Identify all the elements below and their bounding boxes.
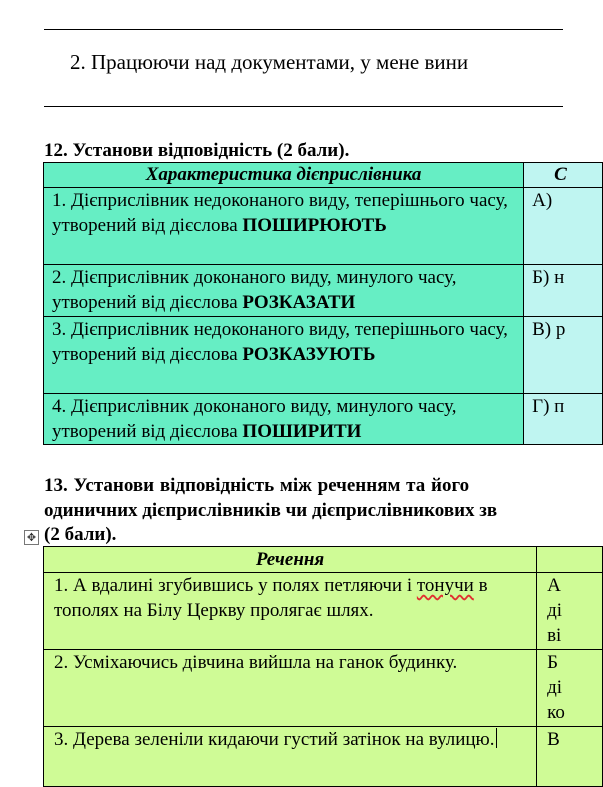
q12-row-1-text: 1. Дієприслівник недоконаного виду, теперішнього часу, утворений від дієслова ПОШИРЮЮТЬ — [44, 188, 524, 265]
q13-row-3-text[interactable]: 3. Дерева зеленіли кидаючи густий затінок на вулицю. — [44, 727, 537, 787]
q12-row-3-text: 3. Дієприслівник недоконаного виду, теперішнього часу, утворений від дієслова РОЗКАЗУЮТЬ — [44, 317, 524, 394]
q13-heading-line3: (2 бали). — [44, 524, 117, 545]
q12-row-3-option: В) р — [524, 317, 603, 394]
text-cursor — [496, 728, 497, 748]
q13-col2-header — [537, 547, 603, 573]
table-move-handle-icon[interactable]: ✥ — [24, 530, 39, 545]
list-item-2: 2. Працюючи над документами, у мене вини — [70, 50, 469, 74]
q12-row-2-text: 2. Дієприслівник доконаного виду, минулого часу, утворений від дієслова РОЗКАЗАТИ — [44, 265, 524, 317]
q13-heading-line1: 13. Установи відповідність між реченням та його — [44, 475, 470, 496]
q12-col1-header: Характеристика дієприслівника — [44, 163, 524, 188]
table-row — [44, 317, 603, 394]
table-row — [44, 727, 603, 787]
q13-row-1-option: А ді ві — [537, 573, 603, 650]
table-row — [44, 573, 603, 650]
q12-heading: 12. Установи відповідність (2 бали). — [44, 140, 350, 161]
q13-row-2-text: 2. Усміхаючись дівчина вийшла на ганок будинку. — [44, 650, 537, 727]
table-row — [44, 650, 603, 727]
spellcheck-error: тонучи — [416, 575, 474, 596]
q13-heading-line2: одиничних дієприслівників чи дієприслівникових зв — [44, 500, 498, 521]
q13-col1-header: Речення — [44, 547, 537, 573]
q12-row-4-option: Г) п — [524, 394, 603, 445]
q12-table — [43, 162, 603, 445]
table-row — [44, 188, 603, 265]
q12-row-1-option: А) — [524, 188, 603, 265]
q12-col2-header: С — [524, 163, 603, 188]
answer-rule — [44, 106, 563, 107]
table-row — [44, 394, 603, 445]
q12-row-2-option: Б) н — [524, 265, 603, 317]
q13-row-3-option: В — [537, 727, 603, 787]
q13-table — [43, 546, 603, 787]
table-row — [44, 265, 603, 317]
q12-row-4-text: 4. Дієприслівник доконаного виду, минулого часу, утворений від дієслова ПОШИРИТИ — [44, 394, 524, 445]
q13-row-1-text: 1. А вдалині згубившись у полях петляючи і тонучи в тополях на Білу Церкву пролягає шлях. — [44, 573, 537, 650]
top-rule — [44, 29, 563, 30]
q13-row-2-option: Б ді ко — [537, 650, 603, 727]
